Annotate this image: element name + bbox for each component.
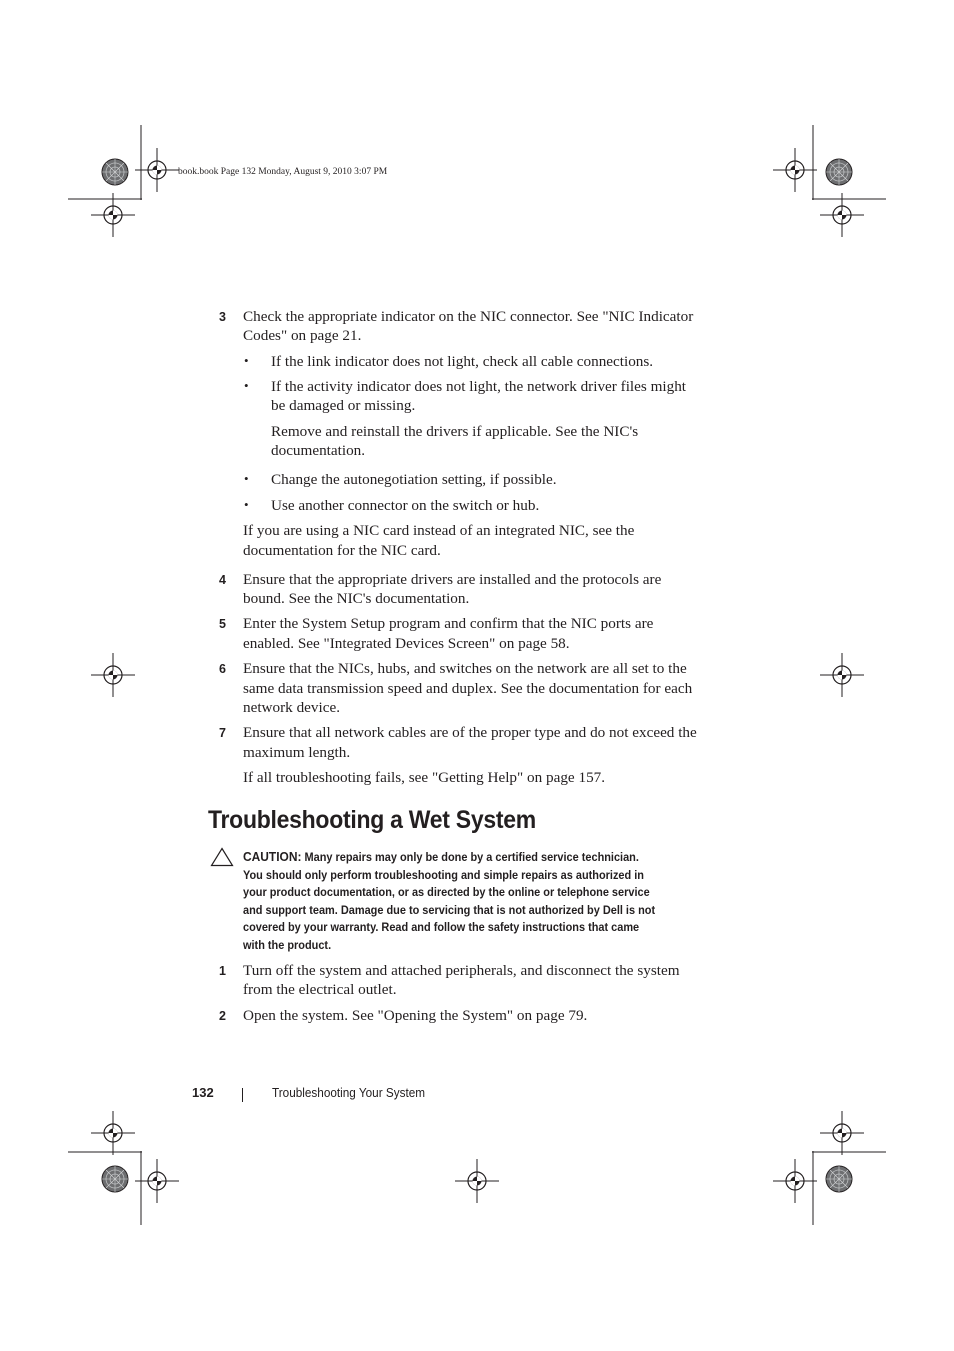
step-6-line-1: Ensure that the NICs, hubs, and switches on the network are all set to the — [243, 660, 687, 677]
registration-mark-bottom-right — [773, 1159, 817, 1203]
step-5-line-2: enabled. See "Integrated Devices Screen" on page 58. — [243, 635, 570, 652]
registration-mark-bottom-center — [455, 1159, 499, 1203]
bullet-marker: • — [244, 471, 249, 486]
caution-text-line-6: with the product. — [243, 937, 332, 952]
star-target-bottom-right — [826, 1166, 852, 1192]
caution-text-line-2: You should only perform troubleshooting and simple repairs as authorized in — [243, 867, 644, 882]
footer-section-title: Troubleshooting Your System — [272, 1086, 426, 1100]
star-target-top-left — [102, 159, 128, 185]
step-7-line-2: maximum length. — [243, 744, 351, 761]
star-target-bottom-left — [102, 1166, 128, 1192]
step-5-number: 5 — [219, 617, 226, 631]
bullet-activity-indicator-line-1: If the activity indicator does not light, the network driver files might — [271, 378, 687, 395]
step-5-line-1: Enter the System Setup program and confirm that the NIC ports are — [243, 615, 654, 632]
step-7-number: 7 — [219, 726, 226, 740]
registration-mark-mid-right — [820, 653, 864, 697]
step-6-line-2: same data transmission speed and duplex. See the documentation for each — [243, 680, 693, 697]
registration-mark-bottom-left-outer — [91, 1111, 135, 1155]
wet-step-2-number: 2 — [219, 1009, 226, 1023]
registration-mark-bottom-left — [135, 1159, 179, 1203]
step-6-number: 6 — [219, 662, 226, 676]
driver-note-line-1: Remove and reinstall the drivers if applicable. See the NIC's — [271, 423, 639, 440]
step-4-line-1: Ensure that the appropriate drivers are installed and the protocols are — [243, 571, 662, 588]
caution-text-line-3: your product documentation, or as directed by the online or telephone service — [243, 885, 650, 900]
footer-divider — [242, 1088, 243, 1102]
registration-mark-mid-left — [91, 653, 135, 697]
registration-mark-top-left-outer — [91, 193, 135, 237]
step-7-line-1: Ensure that all network cables are of the proper type and do not exceed the — [243, 724, 697, 741]
step-4-line-2: bound. See the NIC's documentation. — [243, 590, 470, 607]
caution-text-line-5: covered by your warranty. Read and follow the safety instructions that came — [243, 920, 640, 935]
bullet-marker: • — [244, 353, 249, 368]
nic-card-note-line-2: documentation for the NIC card. — [243, 542, 441, 559]
section-heading: Troubleshooting a Wet System — [208, 806, 536, 834]
step-3-number: 3 — [219, 310, 226, 324]
print-slug-line: book.book Page 132 Monday, August 9, 2010 3:07 PM — [178, 167, 388, 177]
caution-text-line-1: Many repairs may only be done by a certified service technician. — [304, 850, 639, 864]
caution-first-line — [243, 848, 721, 867]
wet-step-1-line-1: Turn off the system and attached peripherals, and disconnect the system — [243, 962, 680, 979]
step-3-line-1: Check the appropriate indicator on the NIC connector. See "NIC Indicator — [243, 308, 694, 325]
registration-mark-top-left — [135, 148, 179, 192]
getting-help-note: If all troubleshooting fails, see "Getting Help" on page 157. — [243, 769, 606, 786]
page-number: 132 — [192, 1085, 214, 1100]
bullet-another-connector: Use another connector on the switch or hub. — [271, 497, 540, 514]
nic-card-note-line-1: If you are using a NIC card instead of an integrated NIC, see the — [243, 522, 635, 539]
caution-text-line-4: and support team. Damage due to servicing that is not authorized by Dell is not — [243, 902, 656, 917]
registration-mark-top-right-outer — [820, 193, 864, 237]
wet-step-1-number: 1 — [219, 964, 226, 978]
bullet-activity-indicator-line-2: be damaged or missing. — [271, 397, 416, 414]
registration-mark-top-right — [773, 148, 817, 192]
star-target-top-right — [826, 159, 852, 185]
step-4-number: 4 — [219, 573, 226, 587]
registration-mark-bottom-right-outer — [820, 1111, 864, 1155]
caution-label: CAUTION: — [243, 849, 302, 864]
driver-note-line-2: documentation. — [271, 442, 366, 459]
wet-step-2-line-1: Open the system. See "Opening the System" on page 79. — [243, 1007, 588, 1024]
wet-step-1-line-2: from the electrical outlet. — [243, 981, 397, 998]
caution-icon — [210, 847, 234, 867]
caution-block — [243, 848, 721, 955]
step-6-line-3: network device. — [243, 699, 340, 716]
bullet-marker: • — [244, 497, 249, 512]
step-3-line-2: Codes" on page 21. — [243, 327, 362, 344]
bullet-marker: • — [244, 378, 249, 393]
bullet-autonegotiation: Change the autonegotiation setting, if possible. — [271, 471, 557, 488]
bullet-link-indicator: If the link indicator does not light, check all cable connections. — [271, 353, 654, 370]
